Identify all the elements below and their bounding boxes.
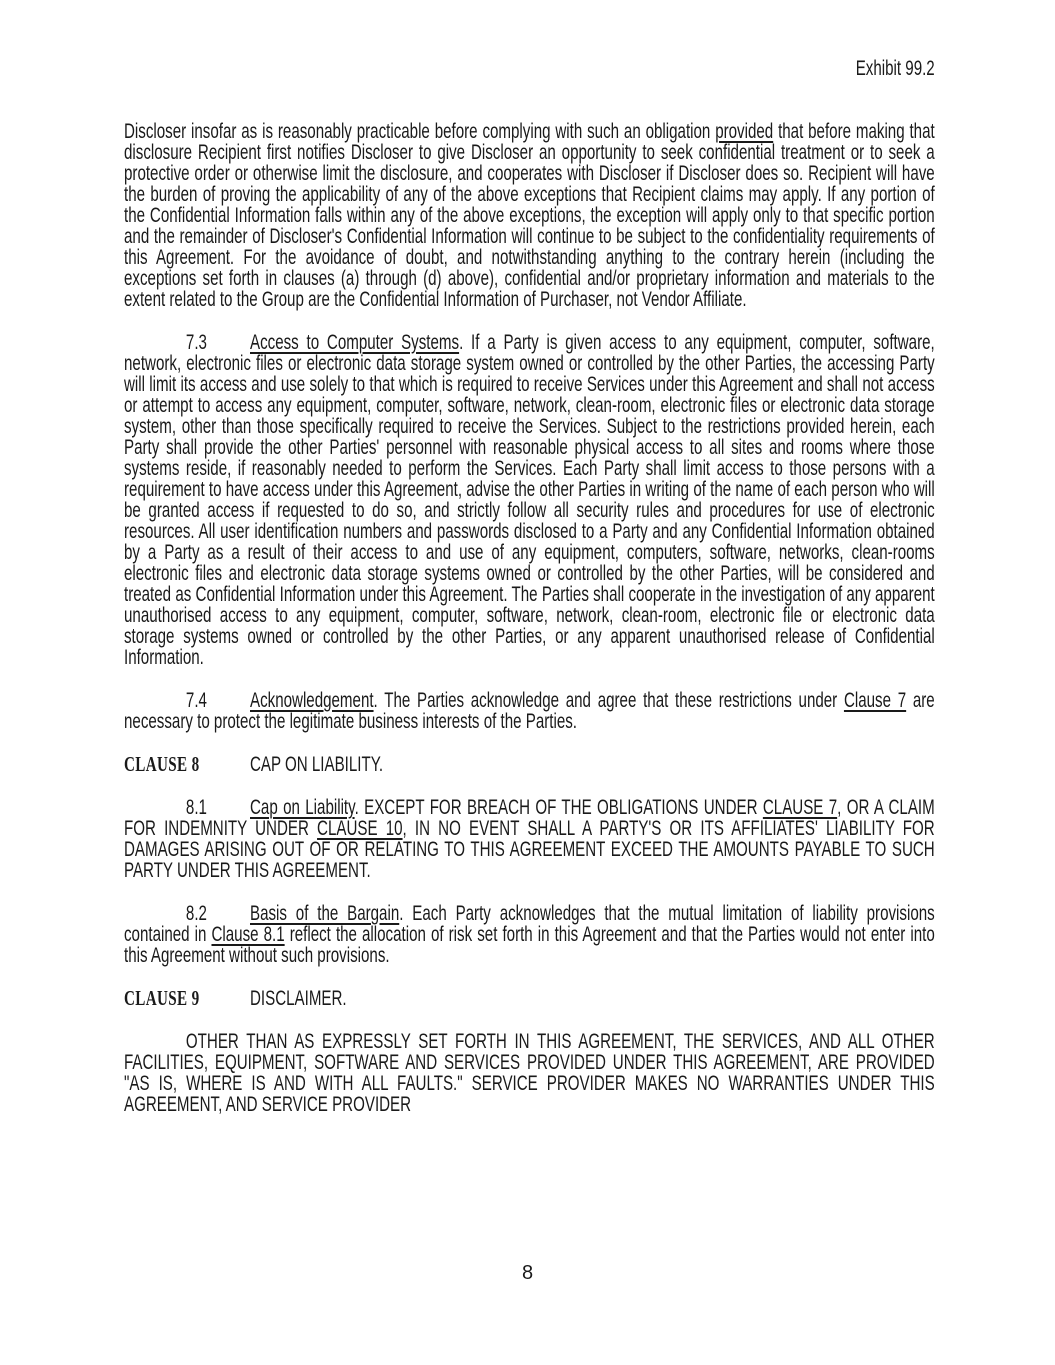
paragraph-number: 7.4 — [185, 689, 207, 712]
underlined-text: Access to Computer Systems — [250, 331, 460, 354]
underlined-text: Basis of the Bargain — [250, 902, 400, 925]
underlined-text: provided — [715, 120, 774, 143]
paragraph — [124, 1031, 935, 1115]
paragraph-number: 7.3 — [185, 331, 207, 354]
paragraph-number: 8.1 — [185, 796, 207, 819]
document-content — [124, 0, 935, 1115]
text-run: reflect the allocation of risk set forth in this Agreement and that the Parties would not enter into this Agreement without such provisions. — [124, 923, 935, 967]
underlined-text: Acknowledgement — [250, 689, 374, 712]
clause-heading — [124, 754, 935, 775]
text-run: are necessary to protect the legitimate business interests of the Parties. — [124, 689, 935, 733]
numbered-paragraph — [124, 903, 935, 966]
exhibit-label: Exhibit 99.2 — [855, 57, 935, 80]
clause-heading — [124, 988, 935, 1009]
text-run: , IN NO EVENT SHALL A PARTY'S OR ITS AFFILIATES' LIABILITY FOR DAMAGES ARISING OUT OF OR RELATING TO THIS AGREEMENT EXCEED THE AMOUNTS PAYABLE TO SUCH PARTY UNDER THIS AGREEMENT. — [124, 817, 935, 882]
text-run: . If a Party is given access to any equipment, computer, software, network, electronic files or electronic data storage system owned or controlled by the other Parties, the accessing Party will limit its access and use solely to that which is required to receive Services under this Agreement and shall not access or attempt to access any equipment, computer, software, network, clean-room, electronic files or electronic data storage system, other than those specifically required to receive the Services. Subject to the restrictions provided herein, each Party shall provide the other Parties' personnel with reasonable physical access to all sites and rooms where those systems reside, if reasonably needed to perform the Services. Each Party shall limit access to those persons with a requirement to have access under this Agreement, advise the other Parties in writing of the name of each person who will be granted access if requested to do so, and strictly follow all security rules and procedures for use of electronic resources. All user identification numbers and passwords disclosed to a Party and any Confidential Information obtained by a Party as a result of their access to and use of any equipment, computers, software, networks, clean-rooms electronic files and electronic data storage systems owned or controlled by the other Parties, will be considered and treated as Confidential Information under this Agreement. The Parties shall cooperate in the investigation of any apparent unauthorised access to any equipment, computer, software, network, clean-room, electronic file or electronic data storage systems owned or controlled by the other Parties, or any apparent unauthorised release of Confidential Information. — [124, 331, 935, 669]
clause-title: DISCLAIMER. — [250, 987, 347, 1010]
underlined-text: Clause 7 — [843, 689, 907, 712]
clause-title: CAP ON LIABILITY. — [250, 753, 384, 776]
numbered-paragraph — [124, 332, 935, 668]
underlined-text: CLAUSE 10 — [317, 817, 403, 840]
text-run: , OR A CLAIM FOR INDEMNITY UNDER — [124, 796, 935, 840]
paragraph — [124, 121, 935, 310]
numbered-paragraph — [124, 690, 935, 732]
text-run: OTHER THAN AS EXPRESSLY SET FORTH IN THIS AGREEMENT, THE SERVICES, AND ALL OTHER FACILITIES, EQUIPMENT, SOFTWARE AND SERVICES PROVIDED UNDER THIS AGREEMENT, ARE PROVIDED "AS IS, WHERE IS AND WITH ALL FAULTS." SERVICE PROVIDER MAKES NO WARRANTIES UNDER THIS AGREEMENT, AND SERVICE PROVIDER — [124, 1030, 935, 1116]
text-run: . The Parties acknowledge and agree that these restrictions under — [373, 689, 844, 712]
text-run: . Each Party acknowledges that the mutual limitation of liability provisions contained in — [124, 902, 935, 946]
page-number: 8 — [521, 1262, 534, 1284]
text-run: Discloser insofar as is reasonably practicable before complying with such an obligation — [124, 120, 716, 143]
numbered-paragraph — [124, 797, 935, 881]
document-body — [124, 121, 935, 1115]
text-run: that before making that disclosure Recipient first notifies Discloser to give Discloser an opportunity to seek confidential treatment or to seek a protective order or otherwise limit the disclosure, and cooperates with Discloser if Discloser does so. Recipient will have the burden of proving the applicability of any of the above exceptions that Recipient claims may apply. If any portion of the Confidential Information falls within any of the above exceptions, the exception will apply only to that specific portion and the remainder of Discloser's Confidential Information will continue to be subject to the confidentiality requirements of this Agreement. For the avoidance of doubt, and notwithstanding anything to the contrary herein (including the exceptions set forth in clauses (a) through (d) above), confidential and/or proprietary information and materials to the extent related to the Group are the Confidential Information of Purchaser, not Vendor Affiliate. — [124, 120, 935, 311]
text-run: . EXCEPT FOR BREACH OF THE OBLIGATIONS UNDER — [354, 796, 763, 819]
paragraph-number: 8.2 — [185, 902, 207, 925]
clause-label: CLAUSE 9 — [124, 986, 200, 1010]
underlined-text: Cap on Liability — [250, 796, 355, 819]
underlined-text: CLAUSE 7 — [762, 796, 838, 819]
clause-label: CLAUSE 8 — [124, 752, 200, 776]
underlined-text: Clause 8.1 — [211, 923, 285, 946]
